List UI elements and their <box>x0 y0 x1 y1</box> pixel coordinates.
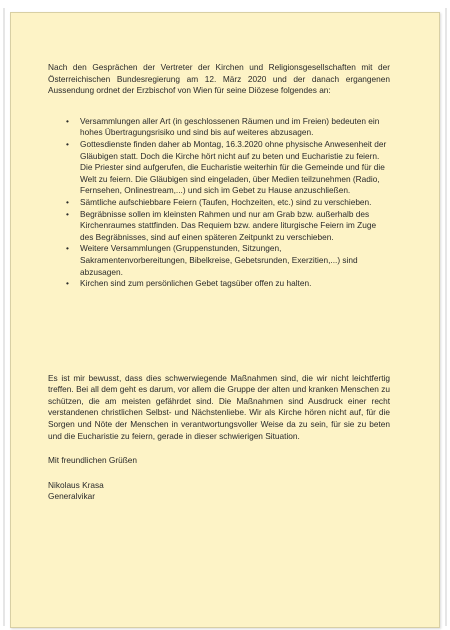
letter-body <box>48 62 390 503</box>
directive-list <box>48 116 390 290</box>
signature-block <box>48 480 390 503</box>
directive-text: Kirchen sind zum persönlichen Gebet tagsüber offen zu halten. <box>80 278 312 289</box>
letter-intro: Nach den Gesprächen der Vertreter der Kirchen und Religionsgesellschaften mit der Österreichischen Bundesregierung am 12. März 2020 und der danach ergangenen Aussendung ordnet der Erzbischof von Wien für seine Diözese folgendes an: <box>48 62 390 96</box>
bullet-icon: • <box>66 115 69 126</box>
letter-greeting: Mit freundlichen Grüßen <box>48 455 138 466</box>
directive-item <box>66 208 390 244</box>
viewer-edge-left <box>3 8 5 626</box>
bullet-icon: • <box>66 278 69 289</box>
directive-text: Weitere Versammlungen (Gruppenstunden, Sitzungen, Sakramentenvorbereitungen, Bibelkreise, Gebetsrunden, Exerzitien,...) sind abzusagen. <box>80 243 358 277</box>
viewer-edge-right <box>445 8 447 626</box>
directive-item <box>66 138 390 197</box>
directive-item <box>66 196 390 209</box>
bullet-icon: • <box>66 208 69 219</box>
directive-text: Begräbnisse sollen im kleinsten Rahmen und nur am Grab bzw. außerhalb des Kirchenraumes stattfinden. Das Requiem bzw. andere liturgische Feiern im Zuge des Begräbnisses, sind auf einen späteren Zeitpunkt zu verschieben. <box>80 208 377 242</box>
bullet-icon: • <box>66 243 69 254</box>
signer-name: Nikolaus Krasa <box>48 479 104 490</box>
directive-text: Gottesdienste finden daher ab Montag, 16.3.2020 ohne physische Anwesenheit der Gläubigen statt. Doch die Kirche hört nicht auf zu beten und Eucharistie zu feiern. Die Priester sind aufgerufen, die Eucharistie weiterhin für die Gemeinde und für die Welt zu feiern. Die Gläubigen sind eingeladen, über Medien teilzunehmen (Radio, Fernsehen, Onlinestream,...) und sich im Gebet zu Hause anzuschließen. <box>80 138 387 196</box>
letter-closing: Es ist mir bewusst, dass dies schwerwiegende Maßnahmen sind, die wir nicht leichtfertig treffen. Bei all dem geht es darum, vor allem die Gruppe der alten und kranken Menschen zu schützen, die am meisten gefährdet sind. Die Maßnahmen sind Ausdruck einer recht verstandenen christlichen Selbst- und Nächstenliebe. Wir als Kirche hören nicht auf, für die Sorgen und Nöte der Menschen in verantwortungsvoller Weise da zu sein, für sie zu beten und die Eucharistie zu feiern, gerade in dieser schwierigen Situation. <box>48 372 390 441</box>
directive-item <box>66 278 390 290</box>
directive-text: Sämtliche aufschiebbare Feiern (Taufen, Hochzeiten, etc.) sind zu verschieben. <box>80 196 372 207</box>
directive-text: Versammlungen aller Art (in geschlossenen Räumen und im Freien) bedeuten ein hohes Übertragungsrisiko und sind bis auf weiteres abzusagen. <box>80 115 380 138</box>
bullet-icon: • <box>66 196 69 207</box>
directive-item <box>66 115 390 139</box>
signer-title: Generalvikar <box>48 491 96 502</box>
bullet-icon: • <box>66 138 69 149</box>
directive-item <box>66 243 390 278</box>
